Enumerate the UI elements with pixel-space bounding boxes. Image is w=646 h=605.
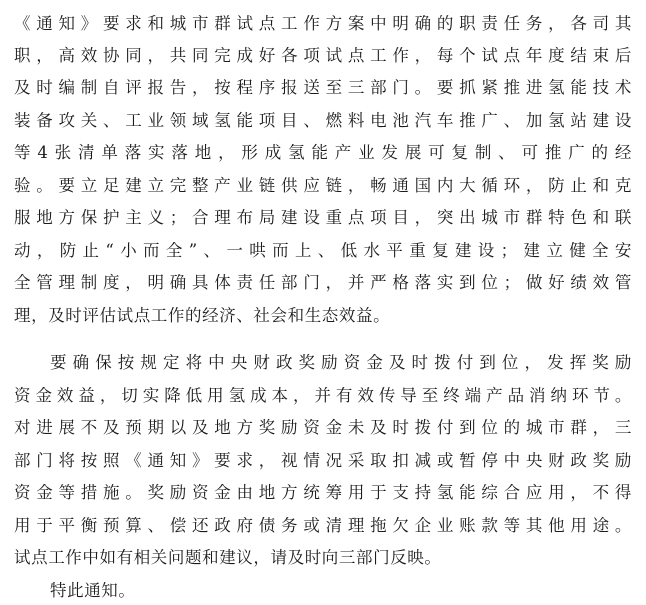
text-line: 服地方保护主义；合理布局建设重点项目，突出城市群特色和联 bbox=[14, 208, 632, 227]
text-line: 《通知》要求和城市群试点工作方案中明确的职责任务，各司其 bbox=[14, 14, 632, 33]
text-line: 等4张清单落实落地，形成氢能产业发展可复制、可推广的经 bbox=[14, 143, 632, 162]
text-line: 用于平衡预算、偿还政府债务或清理拖欠企业账款等其他用途。 bbox=[14, 516, 632, 535]
text-line: 动，防止“小而全”、一哄而上、低水平重复建设；建立健全安 bbox=[14, 241, 632, 260]
text-line: 部门将按照《通知》要求，视情况采取扣减或暂停中央财政奖励 bbox=[14, 451, 632, 470]
text-line: 试点工作中如有相关问题和建议，请及时向三部门反映。 bbox=[14, 548, 442, 567]
text-line: 全管理制度，明确具体责任部门，并严格落实到位；做好绩效管 bbox=[14, 273, 632, 292]
text-line: 理，及时评估试点工作的经济、社会和生态效益。 bbox=[14, 306, 391, 325]
text-line: 要确保按规定将中央财政奖励资金及时拨付到位，发挥奖励 bbox=[50, 353, 632, 372]
text-line: 资金等措施。奖励资金由地方统筹用于支持氢能综合应用，不得 bbox=[14, 483, 632, 502]
text-line: 验。要立足建立完整产业链供应链，畅通国内大循环，防止和克 bbox=[14, 176, 632, 195]
closing-line: 特此通知。 bbox=[50, 581, 136, 600]
text-line: 及时编制自评报告，按程序报送至三部门。要抓紧推进氢能技术 bbox=[14, 78, 632, 97]
text-line: 职，高效协同，共同完成好各项试点工作，每个试点年度结束后 bbox=[14, 46, 632, 65]
text-line: 对进展不及预期以及地方奖励资金未及时拨付到位的城市群，三 bbox=[14, 418, 632, 437]
text-line: 装备攻关、工业领域氢能项目、燃料电池汽车推广、加氢站建设 bbox=[14, 111, 632, 130]
text-line: 资金效益，切实降低用氢成本，并有效传导至终端产品消纳环节。 bbox=[14, 386, 632, 405]
